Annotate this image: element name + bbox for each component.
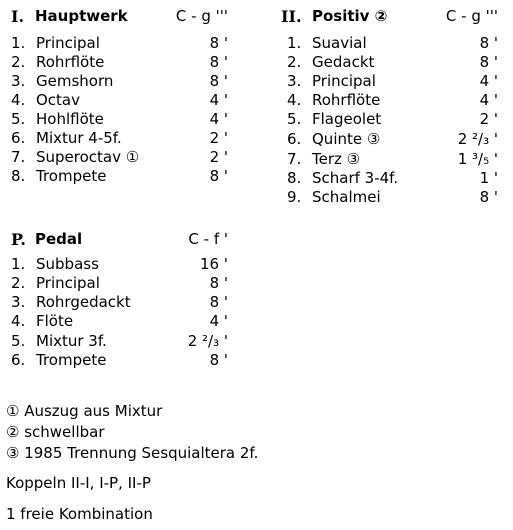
stop-number: 6.: [287, 130, 302, 148]
stop-row: [281, 34, 498, 53]
stop-pitch: 8 ': [209, 167, 228, 185]
stop-name: Trompete: [36, 167, 107, 185]
division-number: I.: [11, 7, 25, 26]
stop-name: Gedackt: [312, 53, 375, 71]
stop-pitch: 4 ': [479, 91, 498, 109]
division-pedal: [11, 230, 228, 370]
stop-name: Principal: [36, 274, 100, 292]
stop-row: [11, 331, 228, 351]
stop-pitch: 2 ²/₃ ': [457, 130, 498, 148]
stop-name: Principal: [36, 34, 100, 52]
stop-row: [281, 169, 498, 188]
combination-text: 1 freie Kombination: [6, 505, 153, 523]
stop-number: 1.: [287, 34, 302, 52]
stop-pitch: 2 ': [479, 110, 498, 128]
stop-row: [11, 53, 228, 72]
stop-name: Flöte: [36, 312, 74, 330]
stop-number: 6.: [11, 129, 26, 147]
division-header: [11, 7, 228, 27]
stop-name: Mixtur 3f.: [36, 332, 107, 350]
stop-pitch: 2 ': [209, 129, 228, 147]
stop-pitch: 8 ': [209, 34, 228, 52]
stop-name: Gemshorn: [36, 72, 114, 90]
stop-name: Quinte ③: [312, 130, 381, 148]
stop-pitch: 2 ': [209, 148, 228, 166]
stop-row: [11, 34, 228, 53]
division-header: [281, 7, 498, 27]
stop-name: Rohrgedackt: [36, 293, 131, 311]
stop-pitch: 8 ': [209, 53, 228, 71]
stop-row: [11, 148, 228, 167]
stop-number: 4.: [287, 91, 302, 109]
stop-pitch: 16 ': [200, 255, 228, 273]
stop-number: 3.: [11, 72, 26, 90]
stop-number: 5.: [287, 110, 302, 128]
stop-name: Terz ③: [312, 150, 361, 168]
stop-pitch: 1 ': [479, 169, 498, 187]
division-header: [11, 230, 228, 250]
stop-row: [11, 274, 228, 293]
stop-name: Schalmei: [312, 188, 381, 206]
stop-number: 7.: [287, 150, 302, 168]
stop-row: [281, 110, 498, 129]
couplers-text: Koppeln II-I, I-P, II-P: [6, 474, 151, 492]
footnote: ② schwellbar: [6, 423, 105, 441]
stop-row: [11, 312, 228, 331]
stop-name: Principal: [312, 72, 376, 90]
stop-row: [11, 351, 228, 370]
stop-number: 2.: [11, 53, 26, 71]
stop-pitch: 2 ²/₃ ': [187, 332, 228, 350]
stop-number: 5.: [11, 332, 26, 350]
stop-pitch: 8 ': [209, 293, 228, 311]
stop-row: [11, 167, 228, 186]
stop-number: 2.: [287, 53, 302, 71]
stop-number: 6.: [11, 351, 26, 369]
division-name: Pedal: [35, 230, 83, 248]
stop-row: [281, 72, 498, 91]
stop-pitch: 8 ': [479, 34, 498, 52]
stop-number: 8.: [11, 167, 26, 185]
division-name: Hauptwerk: [35, 7, 128, 25]
stop-row: [281, 91, 498, 110]
footnote: ③ 1985 Trennung Sesquialtera 2f.: [6, 444, 259, 462]
stop-row: [11, 293, 228, 312]
division-number: P.: [11, 230, 26, 249]
stop-name: Trompete: [36, 351, 107, 369]
stop-pitch: 4 ': [209, 110, 228, 128]
stop-pitch: 8 ': [479, 53, 498, 71]
division-range: C - f ': [188, 230, 228, 248]
stop-name: Subbass: [36, 255, 99, 273]
stop-pitch: 4 ': [479, 72, 498, 90]
stop-number: 4.: [11, 312, 26, 330]
footnotes: [6, 401, 258, 464]
stop-name: Rohrflöte: [312, 91, 381, 109]
stop-pitch: 8 ': [479, 188, 498, 206]
stop-number: 2.: [11, 274, 26, 292]
division-hauptwerk: [11, 7, 228, 186]
stop-number: 1.: [11, 34, 26, 52]
division-positiv: [281, 7, 498, 207]
stop-name: Suavial: [312, 34, 367, 52]
stop-name: Flageolet: [312, 110, 382, 128]
stop-name: Mixtur 4-5f.: [36, 129, 122, 147]
division-number: II.: [281, 7, 302, 26]
stop-number: 7.: [11, 148, 26, 166]
stop-number: 9.: [287, 188, 302, 206]
stop-row: [11, 129, 228, 148]
stop-pitch: 8 ': [209, 274, 228, 292]
stop-row: [11, 110, 228, 129]
stop-number: 8.: [287, 169, 302, 187]
stop-number: 3.: [287, 72, 302, 90]
stop-row: [281, 188, 498, 207]
stop-name: Superoctav ①: [36, 148, 140, 166]
stop-row: [11, 91, 228, 110]
stop-pitch: 4 ': [209, 312, 228, 330]
stop-pitch: 4 ': [209, 91, 228, 109]
division-range: C - g ''': [175, 7, 228, 25]
stop-pitch: 8 ': [209, 72, 228, 90]
stop-number: 3.: [11, 293, 26, 311]
stop-row: [281, 129, 498, 149]
stop-pitch: 8 ': [209, 351, 228, 369]
footnote: ① Auszug aus Mixtur: [6, 402, 163, 420]
division-name: Positiv ②: [312, 7, 388, 25]
stop-row: [11, 72, 228, 91]
stop-name: Octav: [36, 91, 81, 109]
stop-number: 5.: [11, 110, 26, 128]
division-range: C - g ''': [445, 7, 498, 25]
stop-number: 1.: [11, 255, 26, 273]
stop-number: 4.: [11, 91, 26, 109]
stop-row: [281, 149, 498, 169]
stop-row: [281, 53, 498, 72]
stop-name: Hohlflöte: [36, 110, 104, 128]
stop-pitch: 1 ³/₅ ': [457, 150, 498, 168]
stop-name: Rohrflöte: [36, 53, 105, 71]
stop-name: Scharf 3-4f.: [312, 169, 399, 187]
stop-row: [11, 255, 228, 274]
